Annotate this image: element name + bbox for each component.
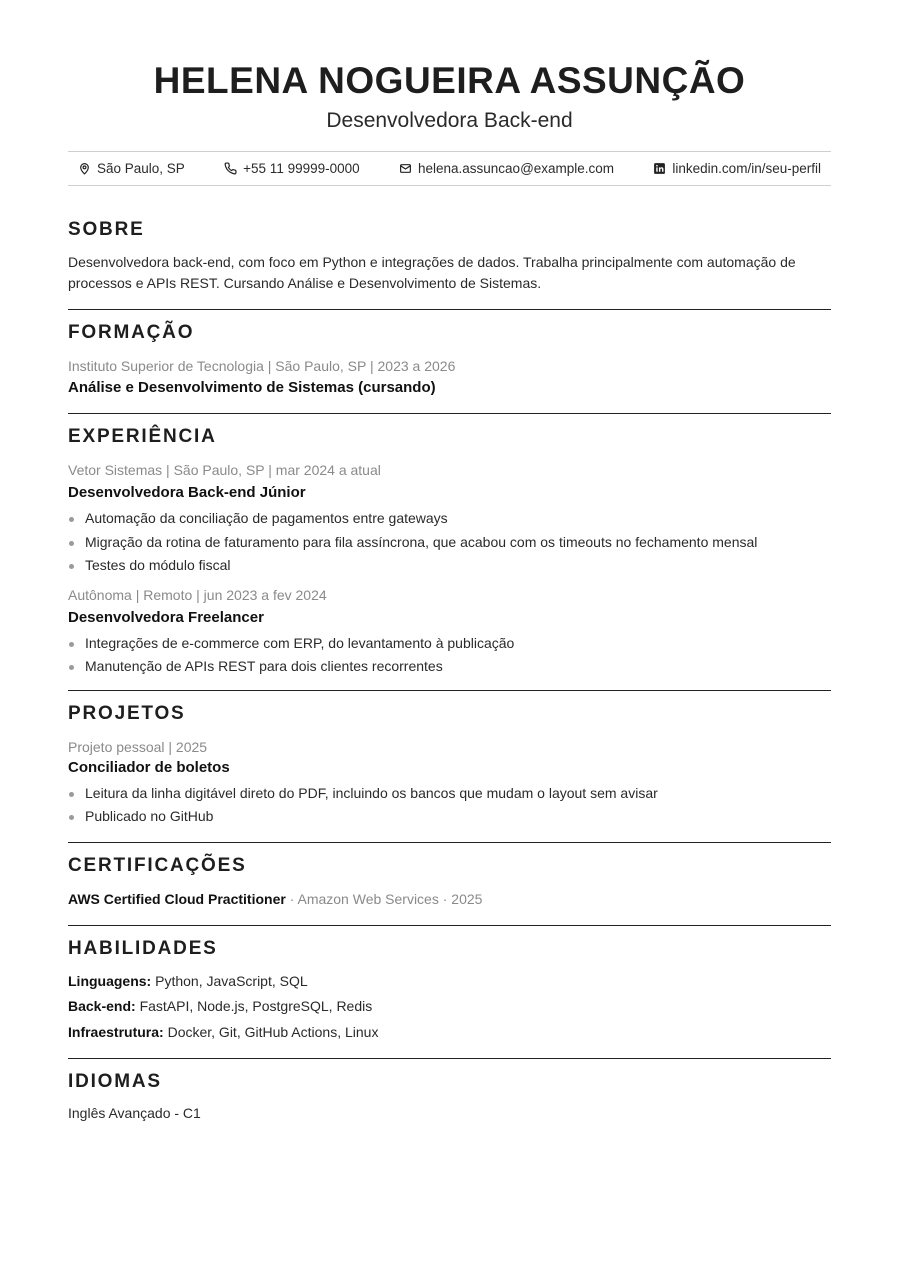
contact-location: [78, 161, 185, 176]
section-projects: [68, 703, 831, 829]
list-item: Testes do módulo fiscal: [68, 554, 831, 578]
languages-text: Inglês Avançado - C1: [68, 1105, 201, 1121]
skill-value: Python, JavaScript, SQL: [155, 972, 308, 989]
project-meta: Projeto pessoal | 2025: [68, 738, 208, 755]
location-pin-icon: [78, 162, 91, 175]
section-languages: [68, 1071, 831, 1124]
section-title-about: SOBRE: [68, 219, 145, 240]
contact-linkedin-text: linkedin.com/in/seu-perfil: [672, 161, 821, 176]
section-title-languages: IDIOMAS: [68, 1071, 162, 1092]
experience-meta: Autônoma | Remoto | jun 2023 a fev 2024: [68, 586, 327, 603]
section-education: [68, 322, 831, 398]
contact-phone-text: +55 11 99999-0000: [243, 161, 360, 176]
experience-entry: [68, 586, 831, 679]
section-certifications: [68, 855, 831, 909]
certification-issuer: Amazon Web Services: [297, 890, 439, 907]
list-item: Migração da rotina de faturamento para fila assíncrona, que acabou com os timeouts no fechamento mensal: [68, 531, 831, 555]
project-bullets: [68, 782, 831, 829]
skill-label: Linguagens:: [68, 972, 152, 989]
phone-icon: [224, 162, 237, 175]
project-name: Conciliador de boletos: [68, 758, 230, 776]
skill-row: [68, 994, 831, 1020]
experience-bullets: [68, 632, 831, 679]
certification-item: [68, 889, 831, 909]
resume-content: [68, 0, 831, 1124]
section-title-skills: HABILIDADES: [68, 937, 218, 959]
section-about: [68, 219, 831, 294]
experience-role: Desenvolvedora Freelancer: [68, 608, 264, 626]
contact-phone[interactable]: [224, 161, 359, 176]
list-item: Automação da conciliação de pagamentos entre gateways: [68, 507, 831, 531]
about-text: Desenvolvedora back-end, com foco em Python e integrações de dados. Trabalha principalmente com automação de processos e APIs REST. Cursando Análise e Desenvolvimento de Sistemas.: [68, 254, 796, 291]
experience-role: Desenvolvedora Back-end Júnior: [68, 484, 306, 501]
section-divider: [68, 1058, 831, 1059]
section-divider: [68, 925, 831, 926]
experience-meta: Vetor Sistemas | São Paulo, SP | mar 2024 a atual: [68, 462, 381, 478]
education-meta: Instituto Superior de Tecnologia | São Paulo, SP | 2023 a 2026: [68, 358, 456, 374]
separator-dot: ·: [442, 890, 452, 907]
candidate-role: Desenvolvedora Back-end: [326, 109, 573, 132]
education-degree: Análise e Desenvolvimento de Sistemas (cursando): [68, 379, 436, 396]
certification-year: 2025: [451, 890, 483, 907]
section-divider: [68, 690, 831, 691]
contact-email-text: helena.assuncao@example.com: [417, 161, 615, 176]
contact-bar: [68, 151, 831, 186]
candidate-name: HELENA NOGUEIRA ASSUNÇÃO: [153, 60, 746, 101]
skill-row: [68, 969, 831, 995]
mail-icon: [399, 162, 412, 175]
skill-label: Infraestrutura:: [68, 1023, 164, 1040]
skill-value: FastAPI, Node.js, PostgreSQL, Redis: [139, 998, 373, 1014]
list-item: Manutenção de APIs REST para dois clientes recorrentes: [68, 655, 831, 679]
separator-dot: ·: [289, 890, 298, 907]
section-title-certifications: CERTIFICAÇÕES: [68, 854, 247, 876]
section-title-education: FORMAÇÃO: [68, 322, 195, 343]
section-skills: [68, 938, 831, 1046]
skill-row: [68, 1020, 831, 1046]
section-divider: [68, 842, 831, 843]
section-title-experience: EXPERIÊNCIA: [68, 426, 217, 447]
section-title-projects: PROJETOS: [68, 702, 186, 724]
skill-value: Docker, Git, GitHub Actions, Linux: [167, 1023, 379, 1040]
experience-entry: [68, 461, 831, 578]
contact-linkedin[interactable]: [653, 161, 821, 176]
list-item: Leitura da linha digitável direto do PDF, incluindo os bancos que mudam o layout sem avisar: [68, 782, 831, 806]
skills-list: [68, 969, 831, 1046]
list-item: Integrações de e-commerce com ERP, do levantamento à publicação: [68, 632, 831, 656]
contact-location-text: São Paulo, SP: [97, 161, 185, 176]
list-item: Publicado no GitHub: [68, 805, 831, 829]
contact-email[interactable]: [399, 161, 614, 176]
skill-label: Back-end:: [68, 998, 136, 1014]
section-divider: [68, 309, 831, 310]
section-divider: [68, 413, 831, 414]
linkedin-icon: [653, 162, 666, 175]
section-experience: [68, 426, 831, 679]
certification-name: AWS Certified Cloud Practitioner: [68, 890, 286, 907]
experience-bullets: [68, 507, 831, 578]
